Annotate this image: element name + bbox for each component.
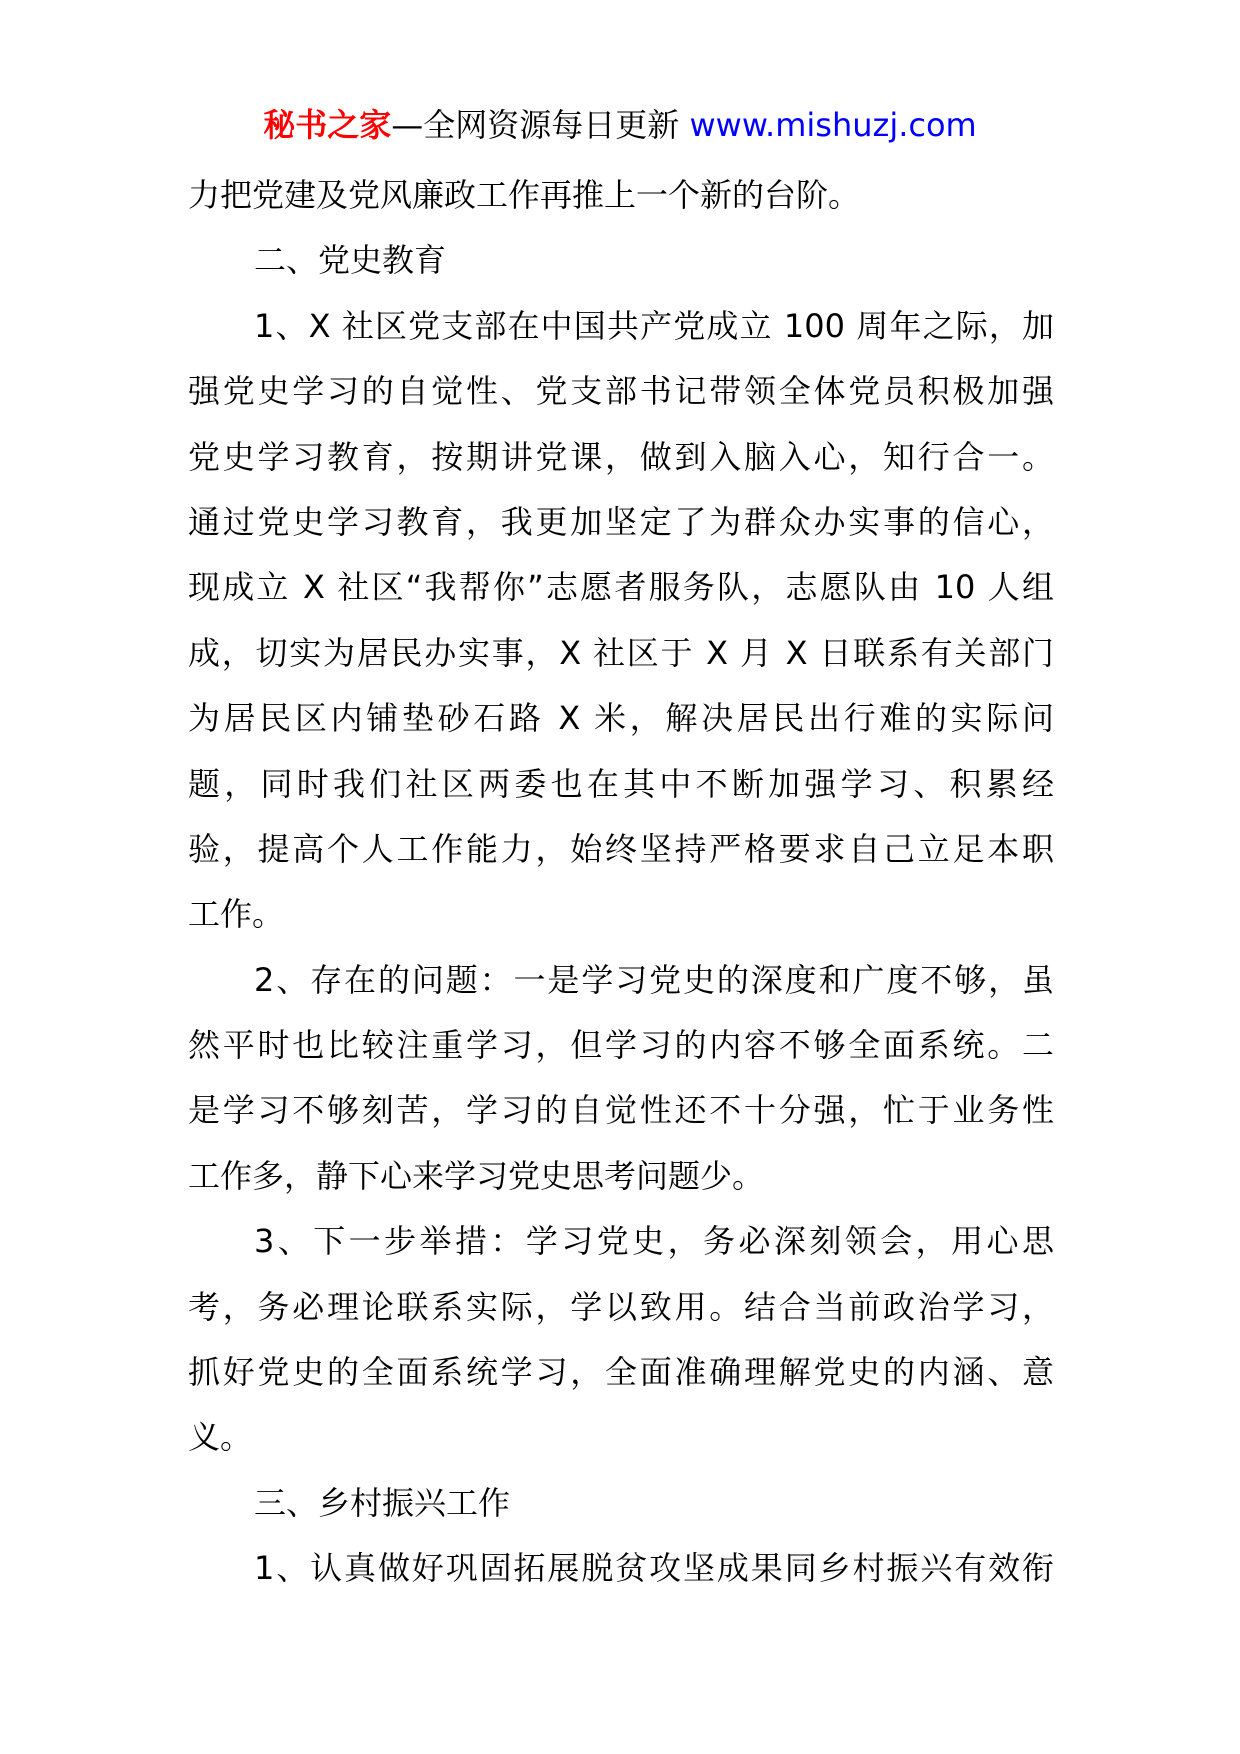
header-tagline: —全网资源每日更新 <box>391 106 680 144</box>
text-line: 抓好党史的全面系统学习，全面准确理解党史的内涵、意 <box>188 1353 1054 1392</box>
text-line: 2、存在的问题：一是学习党史的深度和广度不够，虽 <box>254 960 1054 999</box>
text-line: 现成立 X 社区“我帮你”志愿者服务队，志愿队由 10 人组 <box>188 568 1054 607</box>
text-line: 是学习不够刻苦，学习的自觉性还不十分强，忙于业务性 <box>188 1091 1054 1130</box>
text-line: 义。 <box>188 1418 253 1457</box>
document-body <box>188 163 1054 1602</box>
text-line: 考，务必理论联系实际，学以致用。结合当前政治学习， <box>188 1287 1054 1326</box>
text-line: 通过党史学习教育，我更加坚定了为群众办实事的信心， <box>188 502 1054 541</box>
text-line: 成，切实为居民办实事，X 社区于 X 月 X 日联系有关部门 <box>188 633 1054 672</box>
site-header <box>0 103 1240 147</box>
section-heading: 二、党史教育 <box>254 241 447 280</box>
text-line: 力把党建及党风廉政工作再推上一个新的台阶。 <box>188 176 861 214</box>
text-line: 1、X 社区党支部在中国共产党成立 100 周年之际，加 <box>254 306 1054 345</box>
text-line: 为居民区内铺垫砂石路 X 米，解决居民出行难的实际问 <box>188 699 1054 738</box>
site-url-link[interactable]: www.mishuzj.com <box>689 106 977 144</box>
text-line: 工作。 <box>188 895 285 934</box>
text-line: 强党史学习的自觉性、党支部书记带领全体党员积极加强 <box>188 372 1054 411</box>
text-line: 工作多，静下心来学习党史思考问题少。 <box>188 1156 765 1195</box>
text-line: 3、下一步举措：学习党史，务必深刻领会，用心思 <box>254 1222 1054 1261</box>
text-line: 题，同时我们社区两委也在其中不断加强学习、积累经 <box>188 764 1054 803</box>
section-heading: 三、乡村振兴工作 <box>254 1483 511 1522</box>
brand-name: 秘书之家 <box>263 106 392 144</box>
text-line: 然平时也比较注重学习，但学习的内容不够全面系统。二 <box>188 1026 1054 1065</box>
text-line: 验，提高个人工作能力，始终坚持严格要求自己立足本职 <box>188 829 1054 868</box>
text-line: 1、认真做好巩固拓展脱贫攻坚成果同乡村振兴有效衔 <box>254 1549 1054 1588</box>
text-line: 党史学习教育，按期讲党课，做到入脑入心，知行合一。 <box>188 437 1054 476</box>
